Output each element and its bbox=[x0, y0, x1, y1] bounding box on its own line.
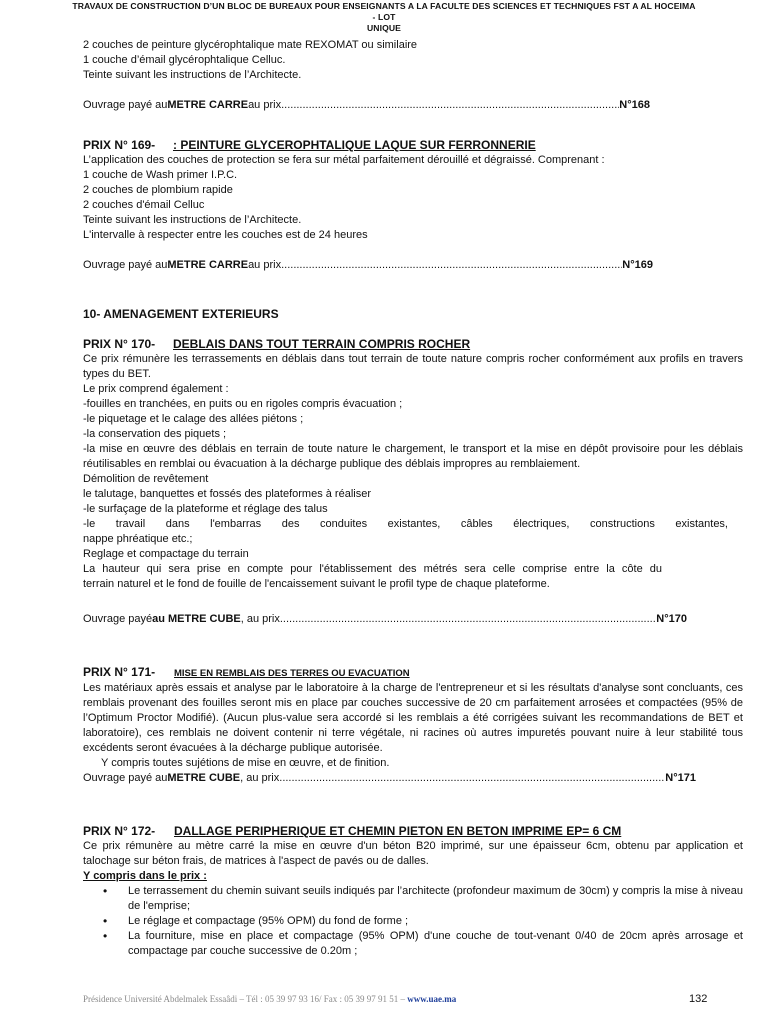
header-line-2: UNIQUE bbox=[366, 23, 402, 33]
paragraph: Les matériaux après essais et analyse par le laboratoire à la charge de l'entrepreneur et si les résultats d'analyse sont concluants, ces remblais provenant des fouilles seront mis en place par couches successive de 20 cm parfaitement arrosées et compactées (95% de l’Optimum Proctor Modifié). (Aucun plus-value sera accordé si les remblais a été corrigées suivant les recommandations de BET et laboratoire), ces remblais ne doivent contenir ni terre végétale, ni racines où autres impuretés pouvant nuire à leur stabilité tous excédents seront évacuées à la décharge publique autorisée. bbox=[83, 682, 743, 754]
dot-leader bbox=[281, 258, 622, 273]
text-line: Y compris toutes sujétions de mise en œuvre, et de finition. bbox=[101, 757, 390, 769]
text-line: Teinte suivant les instructions de l’Architecte. bbox=[83, 69, 302, 81]
text-line: -la conservation des piquets ; bbox=[83, 428, 227, 440]
ouvrage-line-168: Ouvrage payé au METRE CARRE au prix ..... N°168 bbox=[83, 98, 650, 113]
prix-169-title: PRIX N° 169- : PEINTURE GLYCEROPHTALIQUE LAQUE SUR FERRONNERIE bbox=[83, 138, 536, 152]
header-line-1: TRAVAUX DE CONSTRUCTION D’UN BLOC DE BUREAUX POUR ENSEIGNANTS A LA FACULTE DES SCIENCES ET TECHNIQUES FST A AL HOCEIMA - LOT bbox=[72, 1, 696, 22]
ouvrage-line-169: Ouvrage payé au METRE CARRE au prix ..... N°169 bbox=[83, 258, 653, 273]
text-line: 1 couche d’émail glycérophtalique Celluc. bbox=[83, 54, 286, 66]
dot-leader bbox=[280, 612, 656, 627]
footer-contact: Présidence Université Abdelmalek Essaâdi – Tél : 05 39 97 93 16/ Fax : 05 39 97 91 51 – bbox=[83, 994, 408, 1004]
page-content bbox=[83, 38, 743, 959]
footer-website-link[interactable]: www.uae.ma bbox=[407, 994, 457, 1004]
page-footer bbox=[83, 994, 456, 1004]
text-line: Démolition de revêtement bbox=[83, 473, 209, 485]
text-line: -le travail dans l'embarras des conduites existantes, câbles électriques, constructions existantes, bbox=[83, 518, 728, 530]
paragraph: Ce prix rémunère les terrassements en déblais dans tout terrain de toute nature compris rocher conformément aux profils en travers types du BET. bbox=[83, 353, 743, 380]
text-line: 1 couche de Wash primer I.P.C. bbox=[83, 169, 238, 181]
prix-171-title: PRIX N° 171- MISE EN REMBLAIS DES TERRES OU EVACUATION bbox=[83, 665, 410, 679]
list-item: • La fourniture, mise en place et compactage (95% OPM) d'une couche de tout-venant 0/40 de 20cm après arrosage et compactage par couche successive de 0.20m ; bbox=[128, 929, 743, 959]
price-number: N°169 bbox=[622, 259, 653, 271]
text-line: 2 couches de plombium rapide bbox=[83, 184, 233, 196]
list-item: • Le terrassement du chemin suivant seuils indiqués par l’architecte (profondeur maximum de 30cm) y compris la mise à niveau de l'emprise; bbox=[128, 884, 743, 914]
text-line: le talutage, banquettes et fossés des plateformes à réaliser bbox=[83, 488, 372, 500]
prix-170-title: PRIX N° 170- DEBLAIS DANS TOUT TERRAIN COMPRIS ROCHER bbox=[83, 337, 471, 351]
text-line: nappe phréatique etc.; bbox=[83, 533, 193, 545]
price-number: N°168 bbox=[619, 99, 650, 111]
price-number: N°170 bbox=[656, 613, 687, 625]
prix-172-title: PRIX N° 172- DALLAGE PERIPHERIQUE ET CHEMIN PIETON EN BETON IMPRIME EP= 6 CM bbox=[83, 824, 622, 838]
list-item: • Le réglage et compactage (95% OPM) du fond de forme ; bbox=[128, 914, 743, 929]
ouvrage-line-170: Ouvrage payé au METRE CUBE , au prix ..... N°170 bbox=[83, 612, 687, 627]
text-line: La hauteur qui sera prise en compte pour l'établissement des métrés sera celle comprise entre la côte du bbox=[83, 563, 662, 575]
document-header bbox=[70, 1, 698, 34]
compris-label: Y compris dans le prix : bbox=[83, 870, 207, 882]
section-heading: 10- AMENAGEMENT EXTERIEURS bbox=[83, 307, 279, 321]
text-line: 2 couches de peinture glycérophtalique mate REXOMAT ou similaire bbox=[83, 39, 418, 51]
bullet-list bbox=[83, 884, 743, 959]
dot-leader bbox=[281, 98, 619, 113]
paragraph: -la mise en œuvre des déblais en terrain de toute nature le chargement, le transport et la mise en dépôt provisoire pour les déblais réutilisables en remblai ou évacuation à la décharge publique des déblais impropres au remblaiement. bbox=[83, 443, 743, 470]
ouvrage-line-171: Ouvrage payé au METRE CUBE , au prix ..... N°171 bbox=[83, 771, 696, 786]
text-line: -le piquetage et le calage des allées piétons ; bbox=[83, 413, 304, 425]
price-number: N°171 bbox=[665, 772, 696, 784]
page-number: 132 bbox=[689, 993, 708, 1005]
dot-leader bbox=[279, 771, 665, 786]
text-line: -le surfaçage de la plateforme et réglage des talus bbox=[83, 503, 328, 515]
paragraph: Ce prix rémunère au mètre carré la mise en œuvre d'un béton B20 imprimé, sur une épaisseur 6cm, obtenu par application et talochage sur béton frais, de matrices à l'aspect de pavés ou de dalles. bbox=[83, 840, 743, 867]
text-line: Reglage et compactage du terrain bbox=[83, 548, 249, 560]
text-line: L’application des couches de protection se fera sur métal parfaitement dérouillé et dégraissé. Comprenant : bbox=[83, 154, 605, 166]
text-line: 2 couches d'émail Celluc bbox=[83, 199, 205, 211]
text-line: Le prix comprend également : bbox=[83, 383, 229, 395]
text-line: L'intervalle à respecter entre les couches est de 24 heures bbox=[83, 229, 368, 241]
text-line: Teinte suivant les instructions de l’Architecte. bbox=[83, 214, 302, 226]
text-line: terrain naturel et le fond de fouille de l'encaissement suivant le profil type de chaque plateforme. bbox=[83, 578, 550, 590]
text-line: -fouilles en tranchées, en puits ou en rigoles compris évacuation ; bbox=[83, 398, 403, 410]
